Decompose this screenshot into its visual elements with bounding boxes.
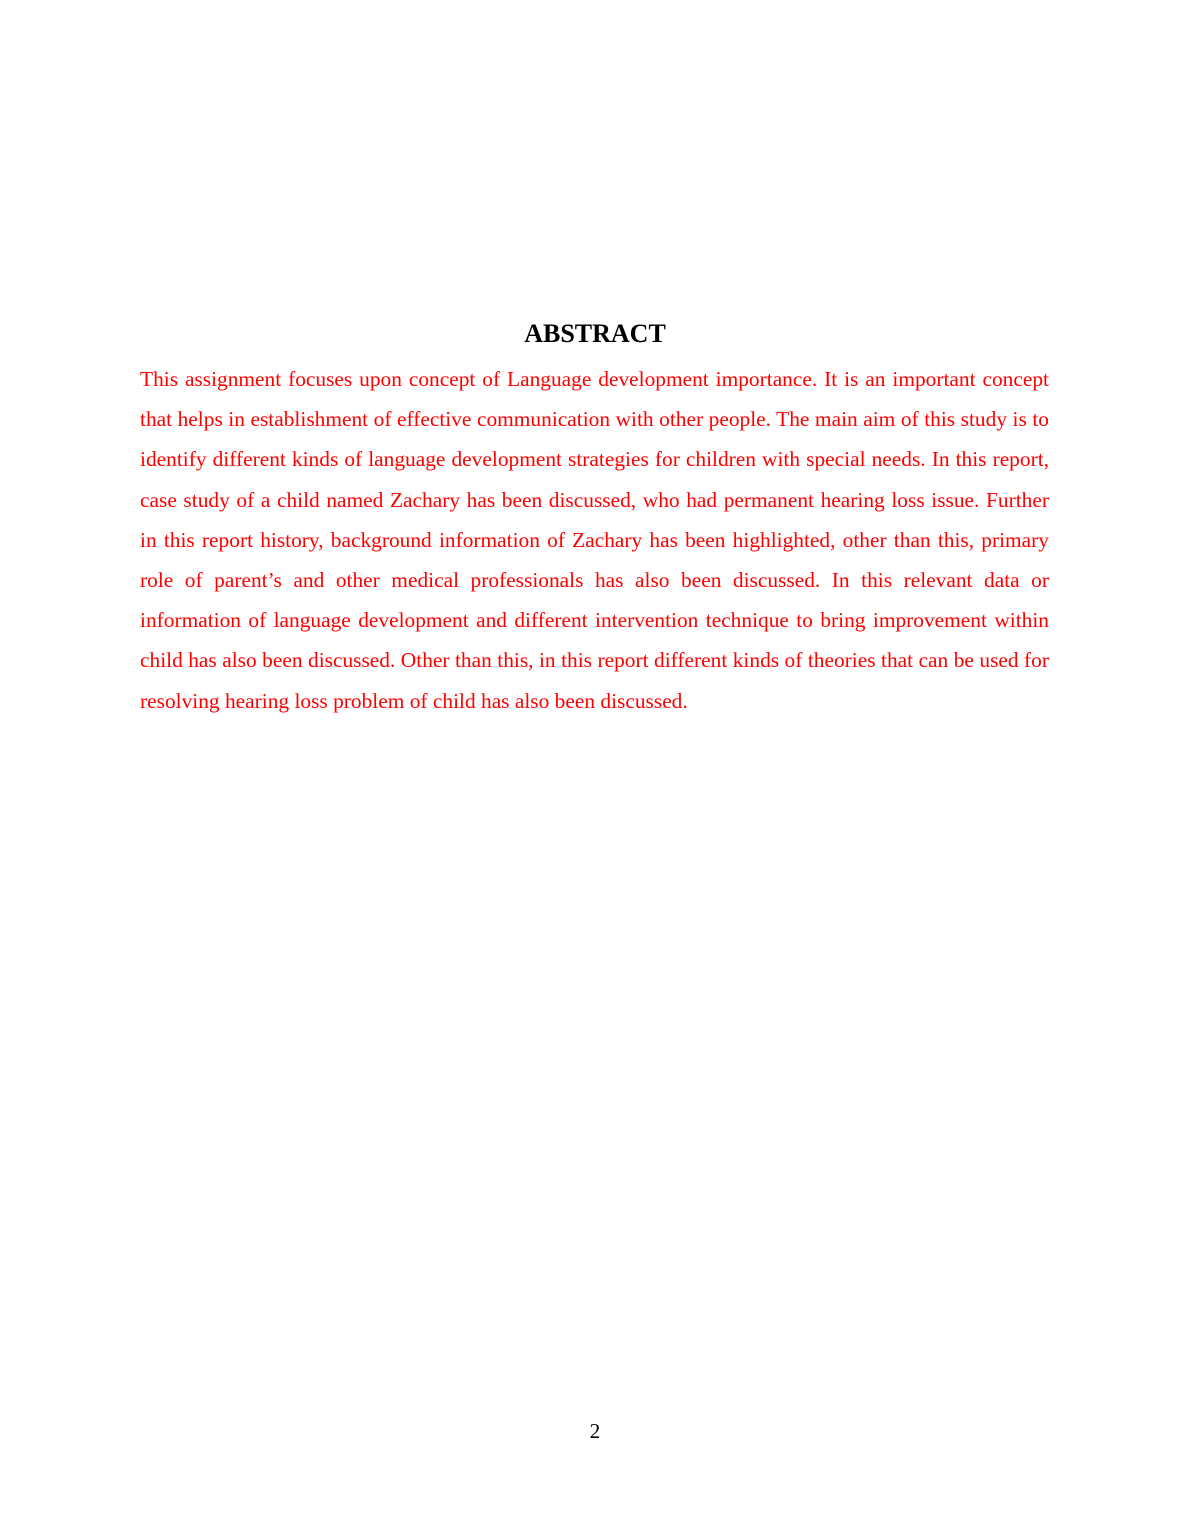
abstract-heading: ABSTRACT xyxy=(524,319,666,348)
page-number: 2 xyxy=(589,1419,601,1443)
abstract-paragraph: This assignment focuses upon concept of Language development importance. It is an important concept that helps in establishment of effective communication with other people. The main aim of this study is to identify different kinds of language development strategies for children with special needs. In this report, case study of a child named Zachary has been discussed, who had permanent hearing loss issue. Further in this report history, background information of Zachary has been highlighted, other than this, primary role of parent’s and other medical professionals has also been discussed. In this relevant data or information of language development and different intervention technique to bring improvement within child has also been discussed. Other than this, in this report different kinds of theories that can be used for resolving hearing loss problem of child has also been discussed. xyxy=(140,367,1049,713)
